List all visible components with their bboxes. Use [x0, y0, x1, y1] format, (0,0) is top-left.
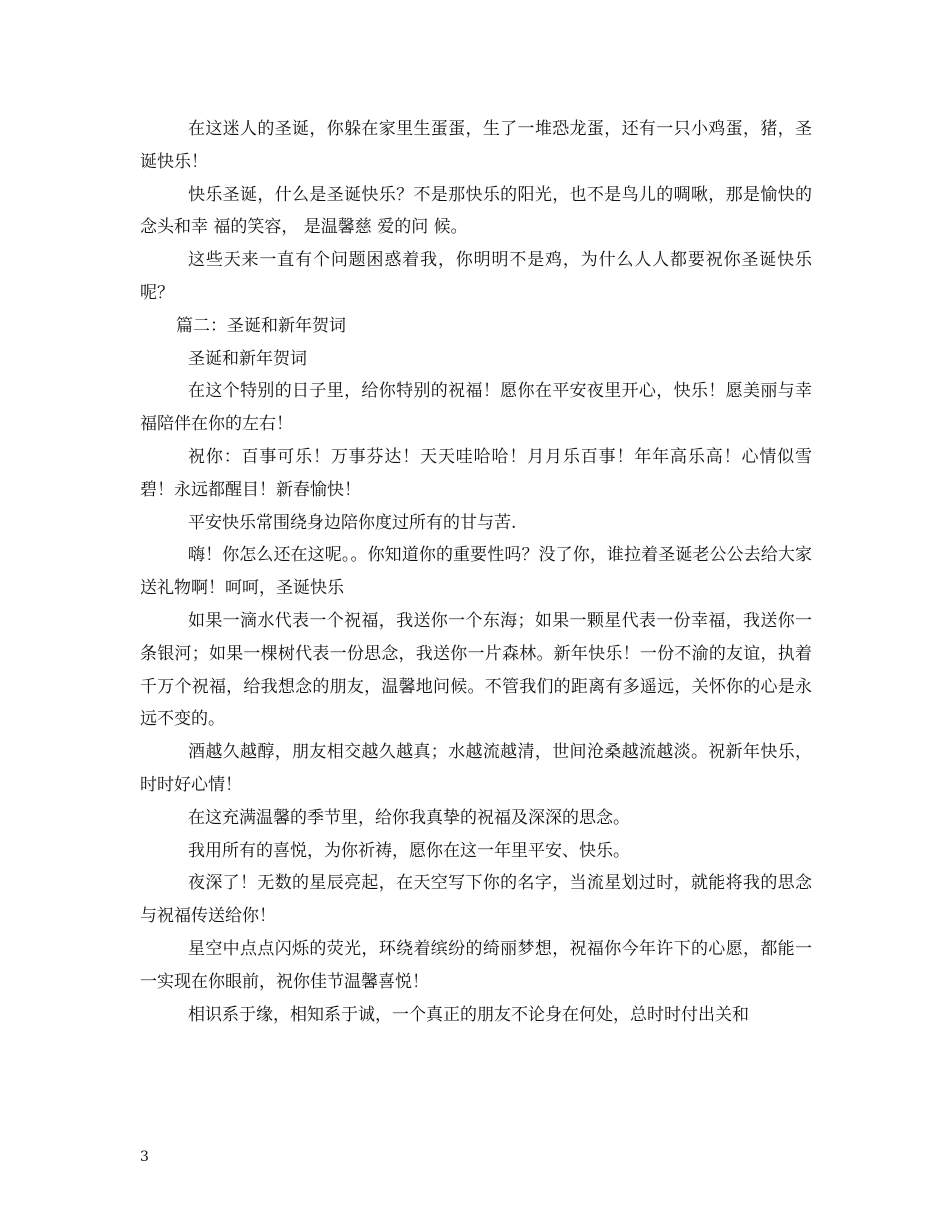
page-number: 3	[140, 1149, 149, 1165]
paragraph: 相识系于缘，相知系于诚，一个真正的朋友不论身在何处，总时时付出关和	[188, 1004, 749, 1025]
paragraph: 嗨！你怎么还在这呢。。你知道你的重要性吗？没了你，谁拉着圣诞老公公去给大家送礼物啊！呵呵，圣诞快乐	[140, 545, 812, 599]
paragraph: 夜深了！无数的星辰亮起，在天空写下你的名字，当流星划过时，就能将我的思念与祝福传送给你！	[140, 873, 812, 927]
paragraph: 在这个特别的日子里，给你特别的祝福！愿你在平安夜里开心，快乐！愿美丽与幸福陪伴在你的左右！	[140, 381, 812, 435]
paragraph: 平安快乐常围绕身边陪你度过所有的甘与苦.	[188, 512, 517, 533]
body-text	[140, 113, 812, 1031]
paragraph: 快乐圣诞，什么是圣诞快乐？不是那快乐的阳光，也不是鸟儿的啁啾，那是愉快的念头和幸 福的笑容， 是温馨慈 爱的问 候。	[140, 184, 812, 238]
paragraph: 这些天来一直有个问题困惑着我，你明明不是鸡，为什么人人都要祝你圣诞快乐呢？	[140, 250, 812, 303]
paragraph: 星空中点点闪烁的荧光，环绕着缤纷的绮丽梦想，祝福你今年许下的心愿，都能一一实现在你眼前，祝你佳节温馨喜悦！	[140, 938, 812, 992]
section-heading: 篇二：圣诞和新年贺词	[176, 315, 346, 336]
paragraph: 酒越久越醇，朋友相交越久越真；水越流越清，世间沧桑越流越淡。祝新年快乐，时时好心情！	[140, 742, 812, 795]
section-title: 圣诞和新年贺词	[188, 348, 307, 369]
paragraph: 我用所有的喜悦，为你祈祷，愿你在这一年里平安、快乐。	[188, 840, 630, 861]
paragraph: 祝你：百事可乐！万事芬达！天天哇哈哈！月月乐百事！年年高乐高！心情似雪碧！永远都醒目！新春愉快！	[140, 446, 812, 500]
paragraph: 在这迷人的圣诞，你躲在家里生蛋蛋，生了一堆恐龙蛋，还有一只小鸡蛋，猪，圣诞快乐！	[140, 119, 812, 172]
paragraph: 在这充满温馨的季节里，给你我真挚的祝福及深深的思念。	[188, 807, 630, 828]
paragraph: 如果一滴水代表一个祝福，我送你一个东海；如果一颗星代表一份幸福，我送你一条银河；如果一棵树代表一份思念，我送你一片森林。新年快乐！一份不渝的友谊，执着千万个祝福，给我想念的朋友，温馨地问候。不管我们的距离有多遥远，关怀你的心是永远不变的。	[140, 610, 812, 730]
